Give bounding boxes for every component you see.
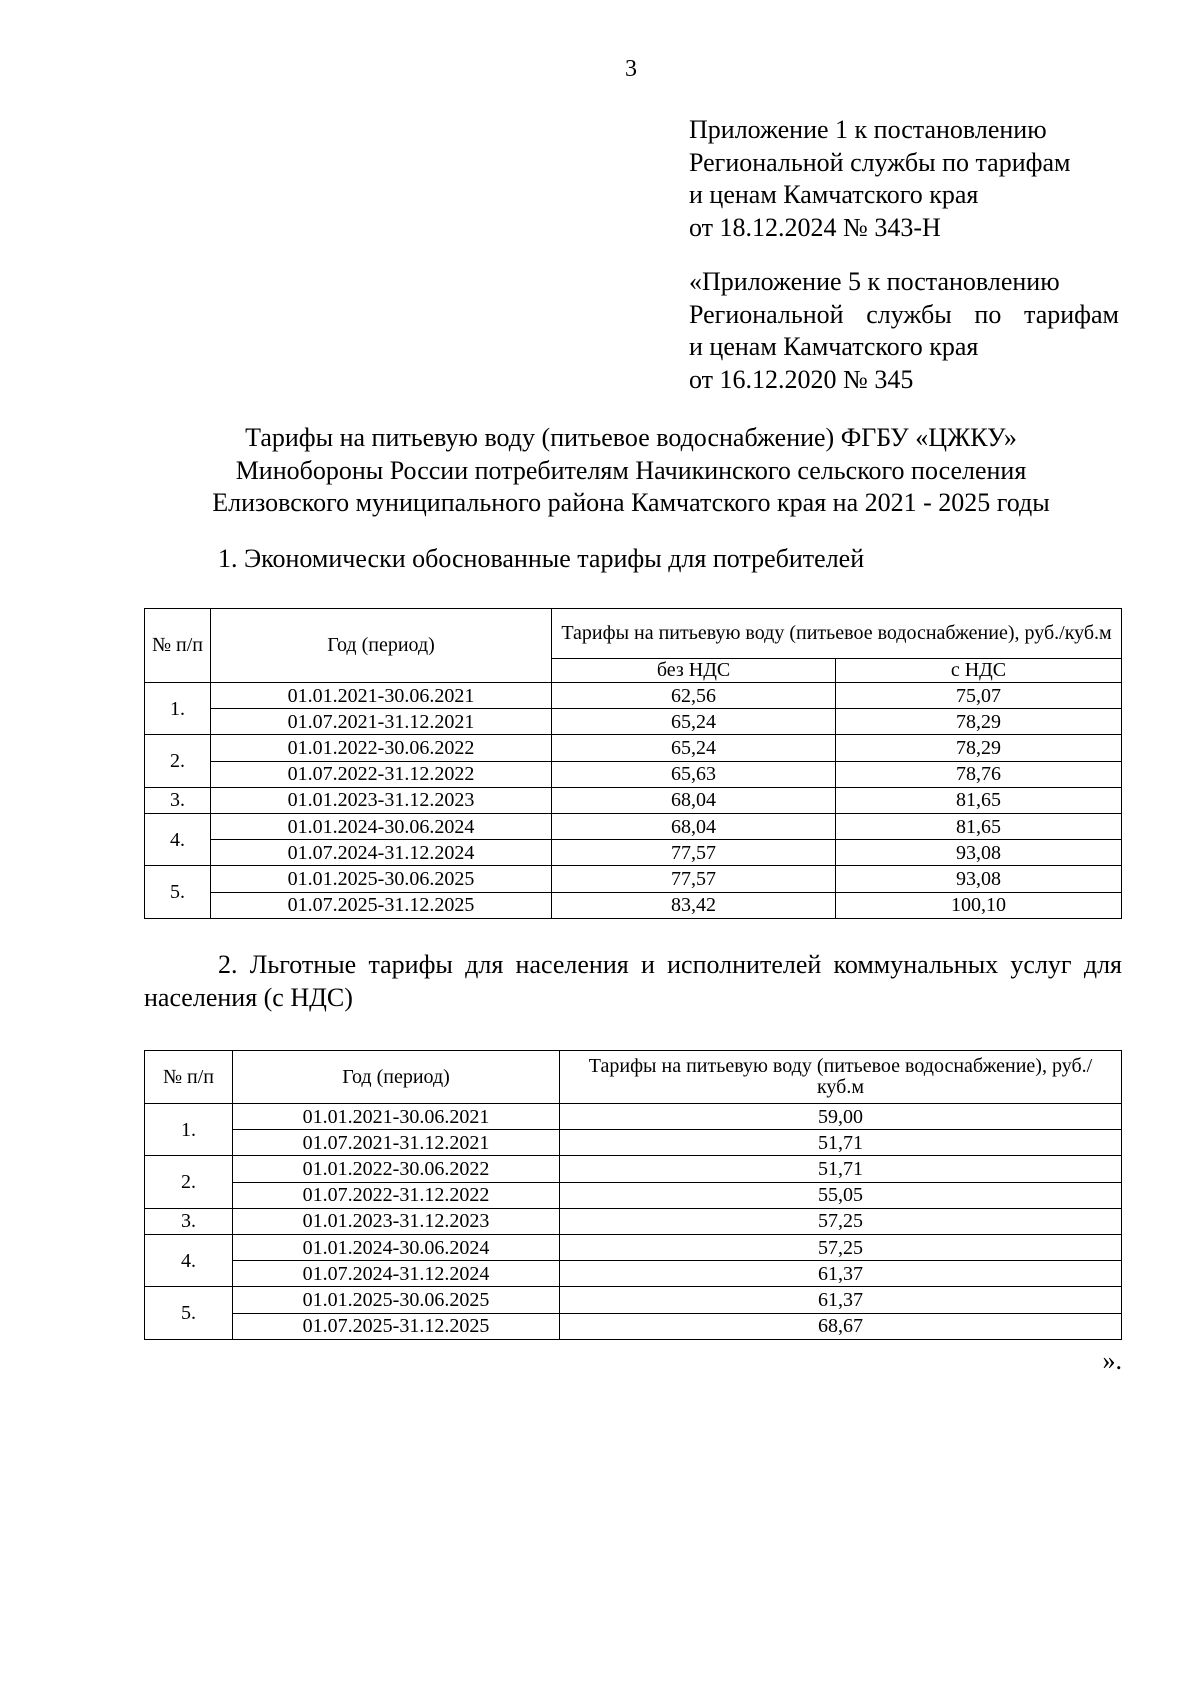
row-number-cell: 1. xyxy=(145,1104,233,1156)
table-body xyxy=(145,1104,1122,1340)
period-cell: 01.01.2025-30.06.2025 xyxy=(211,866,552,892)
tariff-without-vat-cell: 77,57 xyxy=(552,866,836,892)
period-cell: 01.07.2024-31.12.2024 xyxy=(233,1261,560,1287)
table-row xyxy=(145,709,1122,735)
tariff-value-cell: 57,25 xyxy=(560,1208,1122,1234)
row-number-cell: 2. xyxy=(145,1156,233,1208)
header-tariff: Тарифы на питьевую воду (питьевое водоснабжение), руб./куб.м xyxy=(560,1051,1122,1104)
row-number-cell: 5. xyxy=(145,866,211,918)
table-row xyxy=(145,761,1122,787)
table-row xyxy=(145,1234,1122,1260)
row-number-cell: 4. xyxy=(145,1234,233,1286)
table-row xyxy=(145,1313,1122,1339)
appendix-1-reference xyxy=(689,114,1119,244)
row-number-cell: 4. xyxy=(145,813,211,865)
period-cell: 01.07.2021-31.12.2021 xyxy=(211,709,552,735)
table-row xyxy=(145,735,1122,761)
row-number-cell: 3. xyxy=(145,787,211,813)
tariff-with-vat-cell: 78,76 xyxy=(836,761,1122,787)
tariff-without-vat-cell: 65,24 xyxy=(552,735,836,761)
period-cell: 01.01.2023-31.12.2023 xyxy=(233,1208,560,1234)
period-cell: 01.07.2025-31.12.2025 xyxy=(233,1313,560,1339)
table-row xyxy=(145,892,1122,918)
closing-quote: ». xyxy=(1102,1346,1122,1375)
tariff-without-vat-cell: 68,04 xyxy=(552,787,836,813)
row-number-cell: 1. xyxy=(145,683,211,735)
period-cell: 01.07.2021-31.12.2021 xyxy=(233,1130,560,1156)
tariff-value-cell: 51,71 xyxy=(560,1156,1122,1182)
preferential-tariffs-table xyxy=(144,1050,1122,1340)
section-1-heading: 1. Экономически обоснованные тарифы для потребителей xyxy=(218,544,865,573)
table-row xyxy=(145,787,1122,813)
tariff-value-cell: 51,71 xyxy=(560,1130,1122,1156)
tariff-value-cell: 61,37 xyxy=(560,1287,1122,1313)
period-cell: 01.07.2025-31.12.2025 xyxy=(211,892,552,918)
tariff-value-cell: 55,05 xyxy=(560,1182,1122,1208)
page-number: 3 xyxy=(625,56,637,82)
period-cell: 01.01.2022-30.06.2022 xyxy=(233,1156,560,1182)
table-row xyxy=(145,1104,1122,1130)
title-line: Минобороны России потребителям Начикинского сельского поселения xyxy=(235,455,1027,485)
tariff-without-vat-cell: 65,24 xyxy=(552,709,836,735)
table-row xyxy=(145,866,1122,892)
table-row xyxy=(145,1156,1122,1182)
period-cell: 01.01.2024-30.06.2024 xyxy=(233,1234,560,1260)
table-row xyxy=(145,1182,1122,1208)
table-row xyxy=(145,1208,1122,1234)
tariff-without-vat-cell: 62,56 xyxy=(552,683,836,709)
tariff-without-vat-cell: 83,42 xyxy=(552,892,836,918)
period-cell: 01.01.2021-30.06.2021 xyxy=(233,1104,560,1130)
header-with-vat: с НДС xyxy=(836,659,1122,683)
period-cell: 01.01.2022-30.06.2022 xyxy=(211,735,552,761)
header-period: Год (период) xyxy=(233,1051,560,1104)
table-row xyxy=(145,1287,1122,1313)
table-row xyxy=(145,1261,1122,1287)
document-title xyxy=(140,422,1122,520)
header-number: № п/п xyxy=(145,609,211,683)
tariff-value-cell: 61,37 xyxy=(560,1261,1122,1287)
tariff-with-vat-cell: 93,08 xyxy=(836,840,1122,866)
title-line: Тарифы на питьевую воду (питьевое водоснабжение) ФГБУ «ЦЖКУ» xyxy=(245,423,1017,452)
tariff-with-vat-cell: 81,65 xyxy=(836,813,1122,839)
tariff-value-cell: 57,25 xyxy=(560,1234,1122,1260)
appendix-line: Региональной службы по тарифам xyxy=(689,299,1119,329)
appendix-line: «Приложение 5 к постановлению xyxy=(689,267,1060,296)
row-number-cell: 3. xyxy=(145,1208,233,1234)
appendix-line: от 16.12.2020 № 345 xyxy=(689,364,914,394)
title-line: Елизовского муниципального района Камчатского края на 2021 - 2025 годы xyxy=(212,488,1050,517)
appendix-5-reference xyxy=(689,266,1119,396)
appendix-line: Приложение 1 к постановлению xyxy=(689,115,1047,144)
table-body xyxy=(145,683,1122,919)
table-row xyxy=(145,683,1122,709)
economic-tariffs-table xyxy=(144,608,1122,919)
period-cell: 01.07.2022-31.12.2022 xyxy=(211,761,552,787)
table-row xyxy=(145,840,1122,866)
period-cell: 01.07.2022-31.12.2022 xyxy=(233,1182,560,1208)
row-number-cell: 2. xyxy=(145,735,211,787)
header-period: Год (период) xyxy=(211,609,552,683)
appendix-line: и ценам Камчатского края xyxy=(689,180,979,209)
period-cell: 01.07.2024-31.12.2024 xyxy=(211,840,552,866)
tariff-with-vat-cell: 78,29 xyxy=(836,709,1122,735)
tariff-with-vat-cell: 78,29 xyxy=(836,735,1122,761)
tariff-without-vat-cell: 68,04 xyxy=(552,813,836,839)
period-cell: 01.01.2024-30.06.2024 xyxy=(211,813,552,839)
header-number: № п/п xyxy=(145,1051,233,1104)
appendix-line: от 18.12.2024 № 343-Н xyxy=(689,212,941,242)
tariff-with-vat-cell: 75,07 xyxy=(836,683,1122,709)
tariff-without-vat-cell: 65,63 xyxy=(552,761,836,787)
header-tariff: Тарифы на питьевую воду (питьевое водоснабжение), руб./куб.м xyxy=(552,609,1122,659)
tariff-with-vat-cell: 81,65 xyxy=(836,787,1122,813)
tariff-value-cell: 59,00 xyxy=(560,1104,1122,1130)
tariff-with-vat-cell: 100,10 xyxy=(836,892,1122,918)
tariff-value-cell: 68,67 xyxy=(560,1313,1122,1339)
section-2-heading: 2. Льготные тарифы для населения и исполнителей коммунальных услуг для населения (с НДС) xyxy=(144,950,1122,1012)
period-cell: 01.01.2021-30.06.2021 xyxy=(211,683,552,709)
tariff-with-vat-cell: 93,08 xyxy=(836,866,1122,892)
table-row xyxy=(145,813,1122,839)
appendix-line: и ценам Камчатского края xyxy=(689,332,979,361)
header-without-vat: без НДС xyxy=(552,659,836,683)
tariff-without-vat-cell: 77,57 xyxy=(552,840,836,866)
period-cell: 01.01.2023-31.12.2023 xyxy=(211,787,552,813)
appendix-line: Региональной службы по тарифам xyxy=(689,147,1071,177)
table-row xyxy=(145,1130,1122,1156)
period-cell: 01.01.2025-30.06.2025 xyxy=(233,1287,560,1313)
row-number-cell: 5. xyxy=(145,1287,233,1339)
